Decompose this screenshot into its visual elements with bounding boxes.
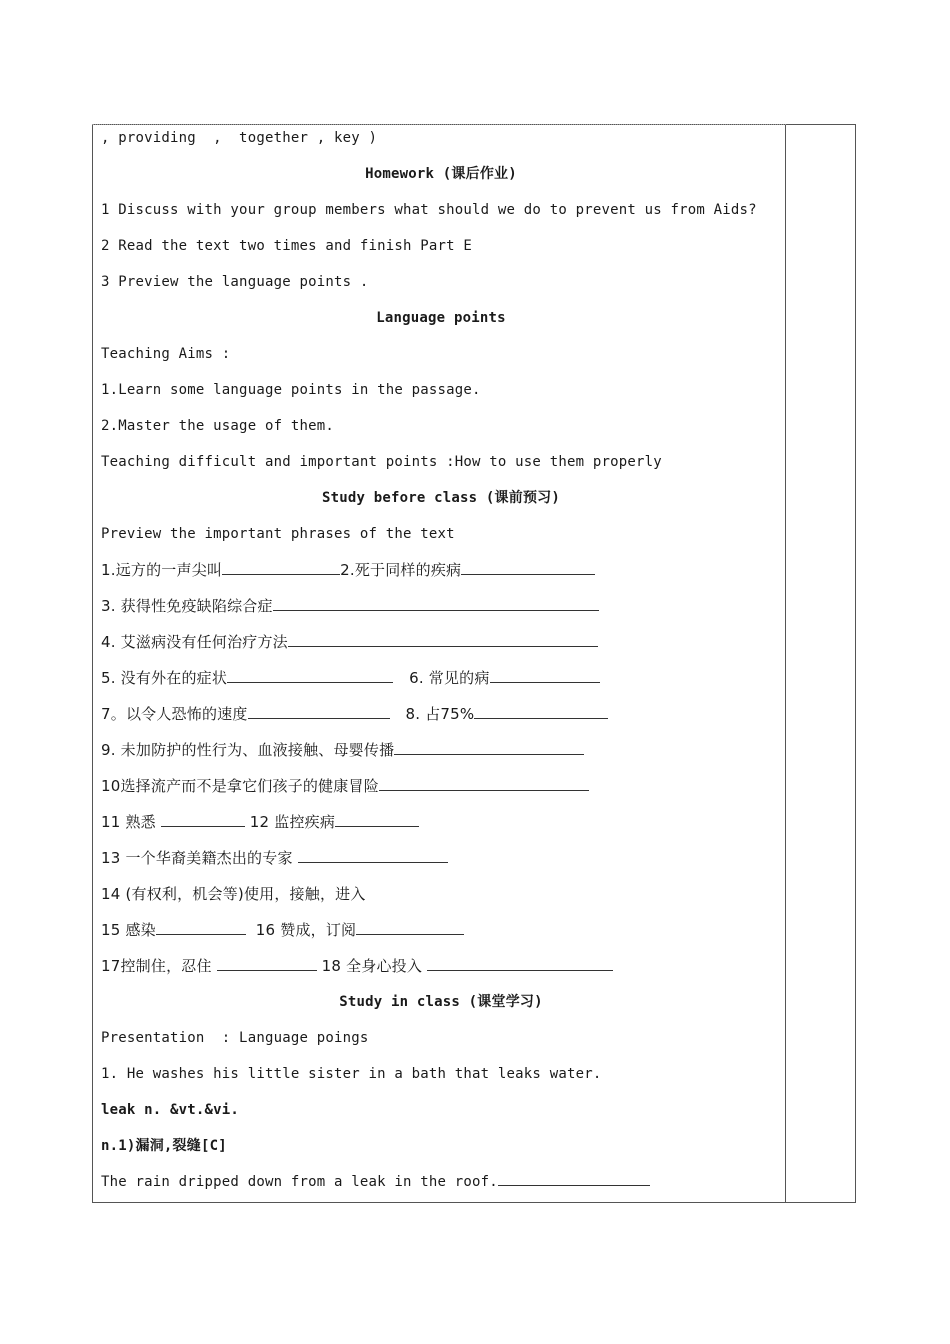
vocab-leak-sense-1: n.1)漏洞,裂缝[C] (101, 1138, 227, 1154)
answer-blank[interactable] (217, 954, 317, 971)
answer-blank[interactable] (222, 558, 340, 575)
answer-blank[interactable] (227, 666, 393, 683)
phrase-item-15-16: 15 感染 16 赞成，订阅 (101, 916, 781, 952)
answer-blank[interactable] (273, 594, 599, 611)
example-sentence-roof: The rain dripped down from a leak in the roof. (101, 1168, 781, 1204)
aim-item-1: 1.Learn some language points in the passage. (101, 382, 481, 398)
phrase-item-13: 13 一个华裔美籍杰出的专家 (101, 844, 781, 880)
vocab-leak-heading: leak n. &vt.&vi. (101, 1102, 240, 1118)
homework-item-1: 1 Discuss with your group members what should we do to prevent us from Aids? (101, 202, 757, 218)
answer-blank[interactable] (474, 702, 608, 719)
phrase-item-17-18: 17控制住，忍住 18 全身心投入 (101, 952, 781, 988)
answer-blank[interactable] (335, 810, 419, 827)
right-column-divider (785, 124, 786, 1203)
section-heading-study-before-class: Study before class (课前预习) (321, 490, 560, 506)
section-heading-homework: Homework (课后作业) (365, 166, 517, 182)
answer-blank[interactable] (394, 738, 584, 755)
teaching-difficult-points: Teaching difficult and important points :How to use them properly (101, 454, 662, 470)
answer-blank[interactable] (498, 1169, 650, 1186)
answer-blank[interactable] (298, 846, 448, 863)
aim-item-2: 2.Master the usage of them. (101, 418, 334, 434)
answer-blank[interactable] (461, 558, 595, 575)
section-heading-language-points: Language points (376, 310, 506, 326)
text-line: , providing , together , key ) (101, 130, 378, 146)
answer-blank[interactable] (248, 702, 390, 719)
phrase-item-3: 3. 获得性免疫缺陷综合症 (101, 592, 781, 628)
homework-item-3: 3 Preview the language points . (101, 274, 369, 290)
answer-blank[interactable] (161, 810, 245, 827)
answer-blank[interactable] (379, 774, 589, 791)
phrase-item-14: 14 (有权利，机会等)使用，接触，进入 (101, 885, 366, 903)
phrase-item-1-2: 1.远方的一声尖叫 2.死于同样的疾病 (101, 556, 781, 592)
section-heading-study-in-class: Study in class (课堂学习) (339, 994, 543, 1010)
document-body (101, 124, 781, 1204)
answer-blank[interactable] (288, 630, 598, 647)
phrase-item-5-6: 5. 没有外在的症状 6. 常见的病 (101, 664, 781, 700)
phrase-item-9: 9. 未加防护的性行为、血液接触、母婴传播 (101, 736, 781, 772)
presentation-label: Presentation : Language poings (101, 1030, 369, 1046)
phrase-item-7-8: 7。以令人恐怖的速度 8. 占75% (101, 700, 781, 736)
answer-blank[interactable] (156, 918, 246, 935)
answer-blank[interactable] (490, 666, 600, 683)
example-sentence-1: 1. He washes his little sister in a bath that leaks water. (101, 1066, 602, 1082)
phrase-item-11-12: 11 熟悉 12 监控疾病 (101, 808, 781, 844)
phrase-item-10: 10选择流产而不是拿它们孩子的健康冒险 (101, 772, 781, 808)
preview-instruction: Preview the important phrases of the text (101, 526, 455, 542)
answer-blank[interactable] (427, 954, 613, 971)
phrase-item-4: 4. 艾滋病没有任何治疗方法 (101, 628, 781, 664)
homework-item-2: 2 Read the text two times and finish Part E (101, 238, 473, 254)
teaching-aims-label: Teaching Aims : (101, 346, 231, 362)
answer-blank[interactable] (356, 918, 464, 935)
